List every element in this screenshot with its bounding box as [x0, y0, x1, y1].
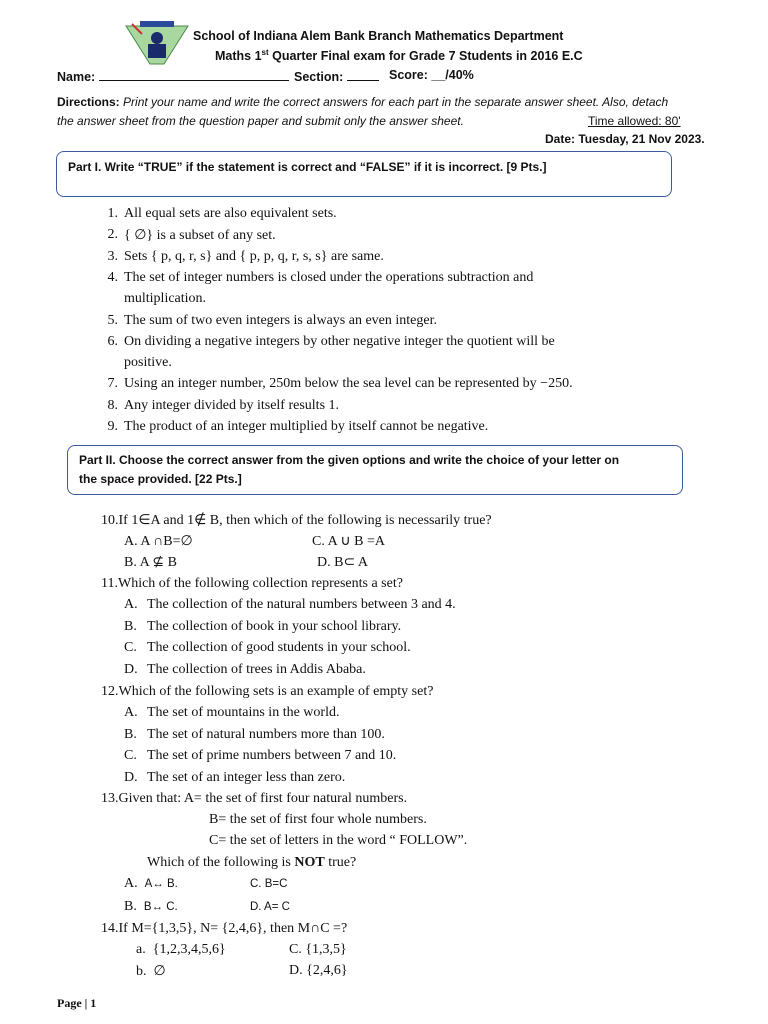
part1-item-number: 3.: [107, 248, 118, 264]
q13-set-c: C= the set of letters in the word “ FOLLOW”.: [209, 833, 468, 848]
section-field[interactable]: [294, 68, 379, 84]
part2-instructions-box: [67, 445, 683, 495]
q13-option-c: C. B=C: [250, 878, 288, 890]
part1-item-text: Sets { p, q, r, s} and { p, p, q, r, s, s} are same.: [124, 248, 384, 264]
part1-item-text: The set of integer numbers is closed under the operations subtraction and: [124, 269, 534, 285]
q10-option-d: D. B⊂ A: [317, 555, 369, 570]
q11-option-text: The collection of the natural numbers between 3 and 4.: [147, 597, 456, 612]
q10-option-a: A. A ∩B=∅: [124, 534, 193, 549]
q13-option-a: A. A↔ B.: [124, 876, 178, 891]
q13-option-b: B. B↔ C.: [124, 899, 178, 914]
question-11: 11.Which of the following collection represents a set?: [101, 576, 403, 591]
part1-item-text: All equal sets are also equivalent sets.: [124, 206, 337, 221]
q14-option-d: D. {2,4,6}: [289, 963, 348, 978]
q11-option-letter: A.: [124, 597, 138, 612]
q10-option-c: C. A ∪ B =A: [312, 534, 385, 549]
q13-option-d: D. A= C: [250, 901, 290, 913]
part1-item-text: The sum of two even integers is always an even integer.: [124, 312, 437, 328]
q13-ask: Which of the following is NOT true?: [147, 855, 357, 870]
question-12: 12.Which of the following sets is an example of empty set?: [101, 684, 434, 699]
part1-item-text: Any integer divided by itself results 1.: [124, 397, 340, 413]
q12-option-letter: C.: [124, 748, 137, 764]
score-label: Score:: [389, 68, 428, 82]
q11-option-letter: C.: [124, 640, 137, 656]
school-title: School of Indiana Alem Bank Branch Mathematics Department: [193, 29, 564, 43]
q12-option-text: The set of mountains in the world.: [147, 705, 340, 720]
section-label: Section:: [294, 70, 344, 84]
directions-line-2: the answer sheet from the question paper and submit only the answer sheet.: [57, 114, 464, 128]
part1-item-number: 7.: [107, 376, 118, 392]
q12-option-letter: A.: [124, 705, 138, 720]
score-value: __/40%: [431, 68, 474, 82]
q13-set-b: B= the set of first four whole numbers.: [209, 812, 427, 827]
q11-option-letter: D.: [124, 661, 138, 677]
part1-item-text: positive.: [124, 355, 172, 371]
q11-option-text: The collection of book in your school library.: [147, 618, 402, 634]
part1-item-number: 1.: [107, 206, 118, 221]
q14-option-c: C. {1,3,5}: [289, 942, 347, 957]
part1-item-number: 2.: [107, 227, 118, 243]
name-label: Name:: [57, 70, 96, 84]
q12-option-text: The set of an integer less than zero.: [147, 769, 346, 785]
time-allowed: Time allowed: 80': [588, 114, 681, 128]
question-10: 10.If 1∈A and 1∉ B, then which of the following is necessarily true?: [101, 513, 492, 528]
score-field: [389, 68, 474, 82]
question-14: 14.If M={1,3,5}, N= {2,4,6}, then M∩C =?: [101, 921, 348, 936]
part1-item-text: multiplication.: [124, 291, 207, 307]
name-field[interactable]: [57, 68, 289, 84]
part1-item-text: Using an integer number, 250m below the sea level can be represented by −250.: [124, 376, 573, 392]
q12-option-text: The set of prime numbers between 7 and 10.: [147, 748, 397, 764]
directions-line-1: Directions: Print your name and write the correct answers for each part in the separate answer sheet. Also, detach: [57, 95, 669, 109]
part1-item-text: { ∅} is a subset of any set.: [124, 228, 276, 244]
page-number: Page | 1: [57, 996, 97, 1010]
school-logo-icon: [124, 20, 190, 66]
part2-title-line-2: the space provided. [22 Pts.]: [79, 472, 242, 486]
q14-option-a: a. {1,2,3,4,5,6}: [136, 942, 226, 957]
part1-item-number: 6.: [107, 333, 118, 349]
part1-item-number: 5.: [107, 312, 118, 328]
part1-item-text: On dividing a negative integers by other negative integer the quotient will be: [124, 333, 555, 349]
q10-option-b: B. A ⊈ B: [124, 555, 177, 570]
part1-item-number: 4.: [107, 269, 118, 285]
q11-option-letter: B.: [124, 618, 137, 634]
directions-label: Directions:: [57, 95, 120, 109]
q14-option-b: b. ∅: [136, 964, 166, 979]
q11-option-text: The collection of good students in your school.: [147, 640, 411, 656]
q12-option-letter: D.: [124, 769, 138, 785]
part1-item-number: 9.: [107, 419, 118, 434]
part1-title: Part I. Write “TRUE” if the statement is correct and “FALSE” if it is incorrect. [9 Pts.]: [68, 160, 547, 174]
question-13: 13.Given that: A= the set of first four natural numbers.: [101, 791, 408, 806]
part2-title-line-1: Part II. Choose the correct answer from the given options and write the choice of your letter on: [79, 453, 620, 467]
q12-option-text: The set of natural numbers more than 100.: [147, 726, 385, 742]
q12-option-letter: B.: [124, 726, 137, 742]
q11-option-text: The collection of trees in Addis Ababa.: [147, 661, 366, 677]
part1-item-text: The product of an integer multiplied by itself cannot be negative.: [124, 419, 489, 434]
part1-item-number: 8.: [107, 397, 118, 413]
exam-date: Date: Tuesday, 21 Nov 2023.: [545, 132, 705, 146]
exam-title: Maths 1st Quarter Final exam for Grade 7 Students in 2016 E.C: [215, 48, 583, 64]
part1-instructions-box: [56, 151, 672, 197]
